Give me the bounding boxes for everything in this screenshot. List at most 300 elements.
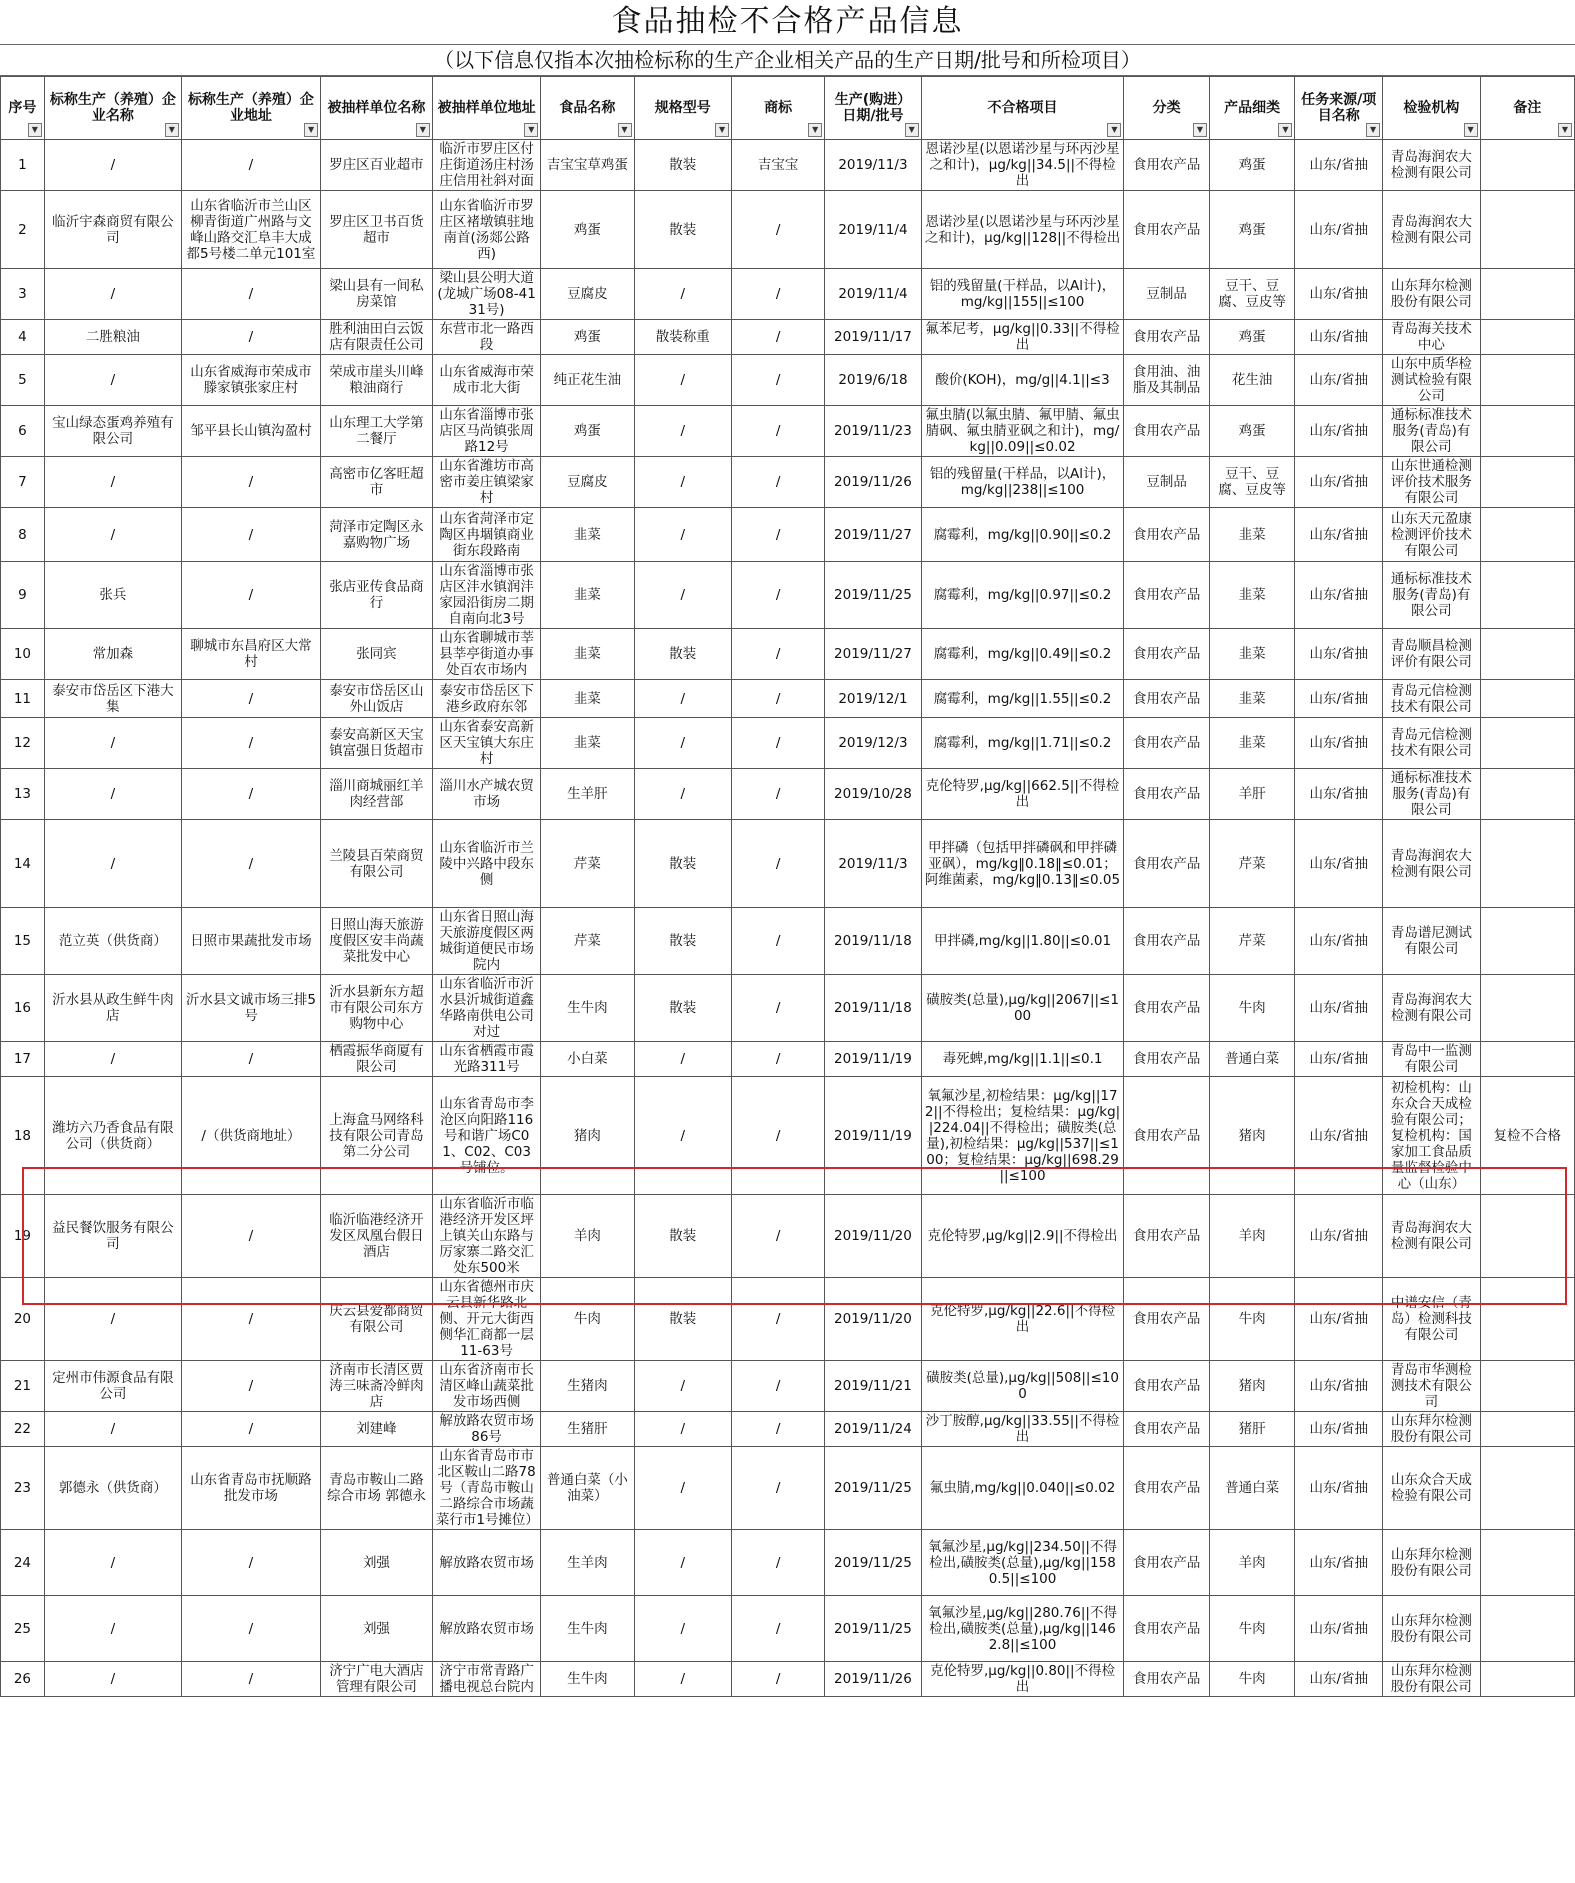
table-cell[interactable]: 山东/省抽 — [1295, 769, 1383, 820]
table-cell[interactable]: / — [181, 457, 320, 508]
table-cell[interactable]: 韭菜 — [541, 718, 634, 769]
table-cell[interactable]: 散装 — [634, 820, 732, 908]
table-cell[interactable]: 益民餐饮服务有限公司 — [44, 1195, 181, 1278]
table-cell[interactable] — [1480, 140, 1574, 191]
table-cell[interactable] — [1480, 820, 1574, 908]
table-cell[interactable]: 甲拌磷（包括甲拌磷砜和甲拌磷亚砜），mg/kg‖0.18‖≤0.01；阿维菌素，mg/kg‖0.13‖≤0.05 — [921, 820, 1124, 908]
table-cell[interactable]: / — [634, 1077, 732, 1195]
table-cell[interactable]: 生牛肉 — [541, 1662, 634, 1697]
table-cell[interactable]: 山东拜尔检测股份有限公司 — [1383, 1662, 1481, 1697]
table-cell[interactable]: 2019/12/3 — [825, 718, 921, 769]
table-cell[interactable]: 张兵 — [44, 562, 181, 629]
table-cell[interactable]: / — [732, 820, 825, 908]
table-cell[interactable] — [1480, 1412, 1574, 1447]
filter-dropdown-icon[interactable]: ▼ — [165, 123, 179, 137]
table-cell[interactable]: 青岛元信检测技术有限公司 — [1383, 680, 1481, 718]
table-cell[interactable]: 氟虫腈(以氟虫腈、氟甲腈、氟虫腈砜、氟虫腈亚砜之和计)，mg/kg||0.09||≤0.02 — [921, 406, 1124, 457]
filter-dropdown-icon[interactable]: ▼ — [1366, 123, 1380, 137]
table-cell[interactable]: 山东天元盈康检测评价技术有限公司 — [1383, 508, 1481, 562]
table-cell[interactable]: 9 — [1, 562, 45, 629]
table-cell[interactable]: / — [732, 1662, 825, 1697]
table-cell[interactable]: 2019/11/20 — [825, 1278, 921, 1361]
table-cell[interactable]: 初检机构：山东众合天成检验有限公司；复检机构：国家加工食品质量监督检验中心（山东） — [1383, 1077, 1481, 1195]
table-cell[interactable]: 宝山绿态蛋鸡养殖有限公司 — [44, 406, 181, 457]
table-cell[interactable]: 芹菜 — [541, 908, 634, 975]
table-cell[interactable]: 食用农产品 — [1124, 1195, 1209, 1278]
table-cell[interactable]: 2 — [1, 191, 45, 269]
table-cell[interactable]: 山东/省抽 — [1295, 820, 1383, 908]
table-cell[interactable] — [1480, 1530, 1574, 1596]
table-cell[interactable]: 鸡蛋 — [1209, 191, 1294, 269]
table-cell[interactable]: / — [44, 269, 181, 320]
table-cell[interactable]: 普通白菜 — [1209, 1042, 1294, 1077]
table-cell[interactable]: 食用农产品 — [1124, 191, 1209, 269]
table-cell[interactable] — [1480, 718, 1574, 769]
table-cell[interactable]: 鸡蛋 — [1209, 320, 1294, 355]
table-cell[interactable]: 猪肝 — [1209, 1412, 1294, 1447]
table-cell[interactable]: / — [732, 718, 825, 769]
table-cell[interactable] — [1480, 1195, 1574, 1278]
table-cell[interactable]: 山东/省抽 — [1295, 355, 1383, 406]
table-cell[interactable]: / — [732, 1361, 825, 1412]
table-cell[interactable]: 豆干、豆腐、豆皮等 — [1209, 269, 1294, 320]
table-cell[interactable]: 罗庄区卫书百货超市 — [321, 191, 433, 269]
table-cell[interactable]: / — [732, 769, 825, 820]
table-cell[interactable]: 2019/11/24 — [825, 1412, 921, 1447]
table-cell[interactable]: 食用农产品 — [1124, 1596, 1209, 1662]
table-cell[interactable]: 山东/省抽 — [1295, 562, 1383, 629]
table-cell[interactable]: 散装 — [634, 908, 732, 975]
table-cell[interactable]: 食用农产品 — [1124, 680, 1209, 718]
table-cell[interactable] — [1480, 269, 1574, 320]
table-cell[interactable]: 泰安市岱岳区下港大集 — [44, 680, 181, 718]
table-cell[interactable] — [1480, 191, 1574, 269]
table-cell[interactable]: 沂水县新东方超市有限公司东方购物中心 — [321, 975, 433, 1042]
table-cell[interactable]: 羊肉 — [541, 1195, 634, 1278]
table-cell[interactable]: / — [181, 1361, 320, 1412]
table-cell[interactable]: 山东拜尔检测股份有限公司 — [1383, 1596, 1481, 1662]
table-cell[interactable]: / — [732, 269, 825, 320]
table-cell[interactable]: 豆腐皮 — [541, 269, 634, 320]
table-cell[interactable]: / — [634, 1447, 732, 1530]
table-cell[interactable]: 吉宝宝 — [732, 140, 825, 191]
filter-dropdown-icon[interactable]: ▼ — [1107, 123, 1121, 137]
table-cell[interactable]: / — [634, 508, 732, 562]
table-cell[interactable]: 山东/省抽 — [1295, 680, 1383, 718]
table-cell[interactable]: 2019/11/3 — [825, 820, 921, 908]
table-cell[interactable]: 恩诺沙星(以恩诺沙星与环丙沙星之和计)，μg/kg||128||不得检出 — [921, 191, 1124, 269]
table-cell[interactable]: 牛肉 — [1209, 1596, 1294, 1662]
table-cell[interactable]: 二胜粮油 — [44, 320, 181, 355]
table-cell[interactable]: 羊肝 — [1209, 769, 1294, 820]
table-cell[interactable]: 山东/省抽 — [1295, 975, 1383, 1042]
table-cell[interactable]: 山东/省抽 — [1295, 1662, 1383, 1697]
table-cell[interactable]: 2019/11/19 — [825, 1077, 921, 1195]
table-cell[interactable]: / — [181, 1596, 320, 1662]
table-cell[interactable]: 上海盒马网络科技有限公司青岛第二分公司 — [321, 1077, 433, 1195]
table-cell[interactable]: 定州市伟源食品有限公司 — [44, 1361, 181, 1412]
table-cell[interactable]: 通标标准技术服务(青岛)有限公司 — [1383, 562, 1481, 629]
table-cell[interactable]: 解放路农贸市场86号 — [432, 1412, 541, 1447]
table-cell[interactable]: 山东/省抽 — [1295, 718, 1383, 769]
table-cell[interactable]: 泰安市岱岳区下港乡政府东邻 — [432, 680, 541, 718]
table-cell[interactable]: 食用农产品 — [1124, 718, 1209, 769]
table-cell[interactable]: / — [732, 1596, 825, 1662]
table-cell[interactable]: 生猪肝 — [541, 1412, 634, 1447]
table-cell[interactable]: 临沂市罗庄区付庄街道汤庄村汤庄信用社斜对面 — [432, 140, 541, 191]
table-cell[interactable] — [1480, 406, 1574, 457]
table-cell[interactable] — [1480, 1662, 1574, 1697]
table-cell[interactable]: 鸡蛋 — [541, 320, 634, 355]
filter-dropdown-icon[interactable]: ▼ — [715, 123, 729, 137]
table-cell[interactable]: 日照市果蔬批发市场 — [181, 908, 320, 975]
table-cell[interactable]: 韭菜 — [1209, 508, 1294, 562]
table-cell[interactable]: / — [181, 1662, 320, 1697]
filter-dropdown-icon[interactable]: ▼ — [28, 123, 42, 137]
table-cell[interactable]: 山东世通检测评价技术服务有限公司 — [1383, 457, 1481, 508]
table-cell[interactable]: / — [732, 1412, 825, 1447]
table-cell[interactable]: / — [732, 908, 825, 975]
table-cell[interactable]: 17 — [1, 1042, 45, 1077]
table-cell[interactable]: 常加森 — [44, 629, 181, 680]
table-cell[interactable]: 氧氟沙星,μg/kg||234.50||不得检出,磺胺类(总量),μg/kg||1580.5||≤100 — [921, 1530, 1124, 1596]
table-cell[interactable]: / — [181, 1195, 320, 1278]
table-cell[interactable]: 2019/11/25 — [825, 562, 921, 629]
table-cell[interactable]: 2019/11/27 — [825, 508, 921, 562]
table-cell[interactable]: 2019/11/20 — [825, 1195, 921, 1278]
table-cell[interactable]: 豆制品 — [1124, 457, 1209, 508]
table-cell[interactable]: / — [634, 406, 732, 457]
table-cell[interactable]: 普通白菜 — [1209, 1447, 1294, 1530]
table-cell[interactable]: 6 — [1, 406, 45, 457]
table-cell[interactable]: 散装 — [634, 191, 732, 269]
table-cell[interactable]: 21 — [1, 1361, 45, 1412]
table-cell[interactable]: 鸡蛋 — [541, 191, 634, 269]
table-cell[interactable]: 山东/省抽 — [1295, 191, 1383, 269]
table-cell[interactable]: 2019/11/17 — [825, 320, 921, 355]
table-cell[interactable]: 山东省淄博市张店区沣水镇润沣家园沿街房二期自南向北3号 — [432, 562, 541, 629]
table-cell[interactable]: 氟虫腈,mg/kg||0.040||≤0.02 — [921, 1447, 1124, 1530]
table-cell[interactable]: 羊肉 — [1209, 1195, 1294, 1278]
table-cell[interactable]: 食用农产品 — [1124, 1412, 1209, 1447]
table-cell[interactable]: 猪肉 — [1209, 1077, 1294, 1195]
table-cell[interactable]: 2019/11/4 — [825, 269, 921, 320]
table-cell[interactable]: / — [181, 680, 320, 718]
table-cell[interactable]: 牛肉 — [1209, 975, 1294, 1042]
table-cell[interactable]: 韭菜 — [1209, 680, 1294, 718]
table-cell[interactable]: 甲拌磷,mg/kg||1.80||≤0.01 — [921, 908, 1124, 975]
table-cell[interactable]: 山东/省抽 — [1295, 320, 1383, 355]
table-cell[interactable]: 2019/11/26 — [825, 1662, 921, 1697]
table-cell[interactable]: 山东省青岛市市北区鞍山二路78号（青岛市鞍山二路综合市场蔬菜行市1号摊位） — [432, 1447, 541, 1530]
table-cell[interactable]: 菏泽市定陶区永嘉购物广场 — [321, 508, 433, 562]
table-cell[interactable]: 山东省泰安高新区天宝镇大东庄村 — [432, 718, 541, 769]
table-cell[interactable]: / — [634, 562, 732, 629]
table-cell[interactable]: 泰安高新区天宝镇富强日货超市 — [321, 718, 433, 769]
table-cell[interactable]: 26 — [1, 1662, 45, 1697]
table-cell[interactable]: 韭菜 — [1209, 629, 1294, 680]
table-cell[interactable]: 克伦特罗,μg/kg||0.80||不得检出 — [921, 1662, 1124, 1697]
table-cell[interactable]: / — [181, 320, 320, 355]
table-cell[interactable]: 邹平县长山镇沟盈村 — [181, 406, 320, 457]
table-cell[interactable]: / — [181, 1278, 320, 1361]
table-cell[interactable]: 1 — [1, 140, 45, 191]
table-cell[interactable]: / — [181, 269, 320, 320]
table-cell[interactable]: 韭菜 — [541, 562, 634, 629]
table-cell[interactable]: 淄川商城丽红羊肉经营部 — [321, 769, 433, 820]
table-cell[interactable]: 沂水县文诚市场三排5号 — [181, 975, 320, 1042]
table-cell[interactable]: 食用农产品 — [1124, 1530, 1209, 1596]
table-cell[interactable]: 山东/省抽 — [1295, 140, 1383, 191]
table-cell[interactable] — [1480, 1042, 1574, 1077]
table-cell[interactable]: 山东/省抽 — [1295, 1195, 1383, 1278]
table-cell[interactable]: 12 — [1, 718, 45, 769]
table-cell[interactable]: 韭菜 — [1209, 718, 1294, 769]
table-cell[interactable]: 克伦特罗,μg/kg||662.5||不得检出 — [921, 769, 1124, 820]
table-cell[interactable]: 青岛谱尼测试有限公司 — [1383, 908, 1481, 975]
table-cell[interactable]: 食用农产品 — [1124, 820, 1209, 908]
table-cell[interactable]: / — [732, 975, 825, 1042]
table-cell[interactable]: 山东/省抽 — [1295, 1447, 1383, 1530]
table-cell[interactable]: 2019/11/26 — [825, 457, 921, 508]
table-cell[interactable]: 山东/省抽 — [1295, 1042, 1383, 1077]
table-cell[interactable]: 13 — [1, 769, 45, 820]
table-cell[interactable]: / — [732, 1530, 825, 1596]
table-cell[interactable]: 山东/省抽 — [1295, 629, 1383, 680]
table-cell[interactable]: 山东拜尔检测股份有限公司 — [1383, 1412, 1481, 1447]
table-cell[interactable]: 青岛中一监测有限公司 — [1383, 1042, 1481, 1077]
table-cell[interactable]: 复检不合格 — [1480, 1077, 1574, 1195]
table-cell[interactable]: 沙丁胺醇,μg/kg||33.55||不得检出 — [921, 1412, 1124, 1447]
table-cell[interactable]: 腐霉利，mg/kg||1.55||≤0.2 — [921, 680, 1124, 718]
table-cell[interactable]: 韭菜 — [1209, 562, 1294, 629]
table-cell[interactable]: 梁山县公明大道(龙城广场08-4131号) — [432, 269, 541, 320]
table-cell[interactable]: / — [732, 562, 825, 629]
table-cell[interactable]: 腐霉利，mg/kg||0.90||≤0.2 — [921, 508, 1124, 562]
table-cell[interactable]: 23 — [1, 1447, 45, 1530]
table-cell[interactable]: 食用油、油脂及其制品 — [1124, 355, 1209, 406]
table-cell[interactable]: 食用农产品 — [1124, 769, 1209, 820]
table-cell[interactable]: 山东省淄博市张店区马尚镇张周路12号 — [432, 406, 541, 457]
filter-dropdown-icon[interactable]: ▼ — [1278, 123, 1292, 137]
table-cell[interactable]: 鸡蛋 — [1209, 406, 1294, 457]
table-cell[interactable]: 磺胺类(总量),μg/kg||2067||≤100 — [921, 975, 1124, 1042]
table-cell[interactable]: 食用农产品 — [1124, 140, 1209, 191]
table-cell[interactable]: 山东省栖霞市霞光路311号 — [432, 1042, 541, 1077]
table-cell[interactable]: / — [44, 1412, 181, 1447]
table-cell[interactable]: 生羊肝 — [541, 769, 634, 820]
table-cell[interactable]: 2019/10/28 — [825, 769, 921, 820]
filter-dropdown-icon[interactable]: ▼ — [905, 123, 919, 137]
table-cell[interactable]: 临沂宇森商贸有限公司 — [44, 191, 181, 269]
table-cell[interactable]: 山东省青岛市李沧区向阳路116号和谐广场C01、C02、C03号铺位。 — [432, 1077, 541, 1195]
table-cell[interactable]: 猪肉 — [1209, 1361, 1294, 1412]
filter-dropdown-icon[interactable]: ▼ — [304, 123, 318, 137]
table-cell[interactable]: / — [634, 769, 732, 820]
table-cell[interactable] — [1480, 562, 1574, 629]
table-cell[interactable] — [1480, 1596, 1574, 1662]
table-cell[interactable]: 山东省青岛市抚顺路批发市场 — [181, 1447, 320, 1530]
table-cell[interactable]: / — [181, 562, 320, 629]
table-cell[interactable]: 通标标准技术服务(青岛)有限公司 — [1383, 406, 1481, 457]
table-cell[interactable]: 生羊肉 — [541, 1530, 634, 1596]
table-cell[interactable]: 山东/省抽 — [1295, 508, 1383, 562]
table-cell[interactable]: / — [732, 355, 825, 406]
table-cell[interactable]: 梁山县有一间私房菜馆 — [321, 269, 433, 320]
table-cell[interactable]: 食用农产品 — [1124, 562, 1209, 629]
table-cell[interactable]: 食用农产品 — [1124, 908, 1209, 975]
table-cell[interactable]: 食用农产品 — [1124, 1662, 1209, 1697]
table-cell[interactable]: 10 — [1, 629, 45, 680]
table-cell[interactable]: 食用农产品 — [1124, 975, 1209, 1042]
table-cell[interactable]: 青岛市鞍山二路综合市场 郭德永 — [321, 1447, 433, 1530]
table-cell[interactable]: / — [181, 1042, 320, 1077]
table-cell[interactable]: 腐霉利，mg/kg||0.97||≤0.2 — [921, 562, 1124, 629]
table-cell[interactable]: 庆云县爱都商贸有限公司 — [321, 1278, 433, 1361]
table-cell[interactable]: 牛肉 — [1209, 1662, 1294, 1697]
table-cell[interactable]: 2019/11/3 — [825, 140, 921, 191]
table-cell[interactable] — [1480, 769, 1574, 820]
table-cell[interactable]: 20 — [1, 1278, 45, 1361]
table-cell[interactable]: 小白菜 — [541, 1042, 634, 1077]
table-cell[interactable]: / — [44, 1042, 181, 1077]
table-cell[interactable]: / — [181, 718, 320, 769]
table-cell[interactable]: 散装 — [634, 1195, 732, 1278]
table-cell[interactable]: 牛肉 — [541, 1278, 634, 1361]
table-cell[interactable]: 羊肉 — [1209, 1530, 1294, 1596]
table-cell[interactable]: / — [181, 769, 320, 820]
table-cell[interactable]: 生猪肉 — [541, 1361, 634, 1412]
table-cell[interactable]: / — [44, 769, 181, 820]
table-cell[interactable]: 24 — [1, 1530, 45, 1596]
table-cell[interactable]: 通标标准技术服务(青岛)有限公司 — [1383, 769, 1481, 820]
table-cell[interactable]: / — [634, 355, 732, 406]
table-cell[interactable]: / — [44, 1278, 181, 1361]
table-cell[interactable]: 氟苯尼考，μg/kg||0.33||不得检出 — [921, 320, 1124, 355]
table-cell[interactable]: 青岛市华测检测技术有限公司 — [1383, 1361, 1481, 1412]
table-cell[interactable] — [1480, 680, 1574, 718]
table-cell[interactable]: 磺胺类(总量),μg/kg||508||≤100 — [921, 1361, 1124, 1412]
table-cell[interactable]: 散装 — [634, 1278, 732, 1361]
table-cell[interactable]: 25 — [1, 1596, 45, 1662]
table-cell[interactable]: 山东/省抽 — [1295, 1596, 1383, 1662]
table-cell[interactable]: / — [732, 320, 825, 355]
table-cell[interactable]: 山东省临沂市临港经济开发区坪上镇关山东路与厉家寨二路交汇处东500米 — [432, 1195, 541, 1278]
table-cell[interactable]: 范立英（供货商） — [44, 908, 181, 975]
table-cell[interactable]: 豆干、豆腐、豆皮等 — [1209, 457, 1294, 508]
table-cell[interactable]: 2019/11/19 — [825, 1042, 921, 1077]
table-cell[interactable]: / — [634, 1412, 732, 1447]
table-cell[interactable]: 散装 — [634, 140, 732, 191]
table-cell[interactable]: 山东/省抽 — [1295, 1361, 1383, 1412]
table-cell[interactable]: 栖霞振华商厦有限公司 — [321, 1042, 433, 1077]
table-cell[interactable] — [1480, 1278, 1574, 1361]
table-cell[interactable]: 豆腐皮 — [541, 457, 634, 508]
table-cell[interactable]: 山东省威海市荣成市北大街 — [432, 355, 541, 406]
table-cell[interactable]: 腐霉利，mg/kg||0.49||≤0.2 — [921, 629, 1124, 680]
filter-dropdown-icon[interactable]: ▼ — [808, 123, 822, 137]
table-cell[interactable]: 2019/11/25 — [825, 1530, 921, 1596]
table-cell[interactable]: 山东/省抽 — [1295, 1278, 1383, 1361]
table-cell[interactable]: 食用农产品 — [1124, 1278, 1209, 1361]
table-cell[interactable]: 3 — [1, 269, 45, 320]
table-cell[interactable]: 19 — [1, 1195, 45, 1278]
table-cell[interactable]: 食用农产品 — [1124, 629, 1209, 680]
table-cell[interactable]: 18 — [1, 1077, 45, 1195]
table-cell[interactable]: 克伦特罗,μg/kg||2.9||不得检出 — [921, 1195, 1124, 1278]
table-cell[interactable]: 山东省聊城市莘县莘亭街道办事处百农市场内 — [432, 629, 541, 680]
table-cell[interactable] — [1480, 320, 1574, 355]
table-cell[interactable]: 聊城市东昌府区大常村 — [181, 629, 320, 680]
table-cell[interactable]: 22 — [1, 1412, 45, 1447]
table-cell[interactable]: 5 — [1, 355, 45, 406]
table-cell[interactable]: 刘强 — [321, 1596, 433, 1662]
table-cell[interactable]: 食用农产品 — [1124, 320, 1209, 355]
table-cell[interactable]: 青岛顺昌检测评价有限公司 — [1383, 629, 1481, 680]
table-cell[interactable] — [1480, 908, 1574, 975]
table-cell[interactable]: 吉宝宝草鸡蛋 — [541, 140, 634, 191]
table-cell[interactable]: / — [634, 718, 732, 769]
table-cell[interactable]: 青岛海润农大检测有限公司 — [1383, 975, 1481, 1042]
table-cell[interactable]: 山东省日照山海天旅游度假区两城街道便民市场院内 — [432, 908, 541, 975]
table-cell[interactable]: 芹菜 — [1209, 820, 1294, 908]
table-cell[interactable]: / — [732, 1195, 825, 1278]
table-cell[interactable]: / — [634, 1662, 732, 1697]
table-cell[interactable]: 青岛海润农大检测有限公司 — [1383, 191, 1481, 269]
table-cell[interactable]: 散装 — [634, 629, 732, 680]
table-cell[interactable]: 淄川水产城农贸市场 — [432, 769, 541, 820]
table-cell[interactable]: 解放路农贸市场 — [432, 1530, 541, 1596]
table-cell[interactable]: 山东理工大学第二餐厅 — [321, 406, 433, 457]
table-cell[interactable] — [1480, 355, 1574, 406]
table-cell[interactable]: 山东省临沂市兰陵中兴路中段东侧 — [432, 820, 541, 908]
table-cell[interactable]: / — [634, 1042, 732, 1077]
table-cell[interactable]: 2019/11/4 — [825, 191, 921, 269]
table-cell[interactable]: 2019/11/21 — [825, 1361, 921, 1412]
table-cell[interactable]: / — [732, 1042, 825, 1077]
table-cell[interactable]: 济宁广电大酒店管理有限公司 — [321, 1662, 433, 1697]
table-cell[interactable]: 荣成市崖头川峰粮油商行 — [321, 355, 433, 406]
table-cell[interactable]: / — [181, 1530, 320, 1596]
table-cell[interactable] — [1480, 629, 1574, 680]
table-cell[interactable]: 山东众合天成检验有限公司 — [1383, 1447, 1481, 1530]
table-cell[interactable]: 铝的残留量(干样品，以Al计)，mg/kg||238||≤100 — [921, 457, 1124, 508]
table-cell[interactable]: 青岛海润农大检测有限公司 — [1383, 140, 1481, 191]
table-cell[interactable]: / — [634, 269, 732, 320]
table-cell[interactable]: 食用农产品 — [1124, 406, 1209, 457]
table-cell[interactable]: / — [44, 1530, 181, 1596]
table-cell[interactable]: 刘建峰 — [321, 1412, 433, 1447]
table-cell[interactable]: 11 — [1, 680, 45, 718]
table-cell[interactable]: 郭德永（供货商） — [44, 1447, 181, 1530]
table-cell[interactable]: 山东拜尔检测股份有限公司 — [1383, 269, 1481, 320]
table-cell[interactable]: 刘强 — [321, 1530, 433, 1596]
table-cell[interactable]: 2019/11/18 — [825, 908, 921, 975]
table-cell[interactable] — [1480, 1361, 1574, 1412]
table-cell[interactable]: 散装称重 — [634, 320, 732, 355]
table-cell[interactable]: 2019/11/23 — [825, 406, 921, 457]
table-cell[interactable]: 罗庄区百业超市 — [321, 140, 433, 191]
table-cell[interactable]: 沂水县从政生鲜牛肉店 — [44, 975, 181, 1042]
table-cell[interactable]: 张同宾 — [321, 629, 433, 680]
table-cell[interactable]: 山东省菏泽市定陶区冉堌镇商业街东段路南 — [432, 508, 541, 562]
table-cell[interactable]: / — [44, 1596, 181, 1662]
table-cell[interactable]: 氧氟沙星,初检结果：μg/kg||172||不得检出；复检结果：μg/kg||224.04||不得检出；磺胺类(总量),初检结果：μg/kg||537||≤100；复检结果：μg/kg||698.29||≤100 — [921, 1077, 1124, 1195]
table-cell[interactable]: 山东省临沂市兰山区柳青街道广州路与文峰山路交汇阜丰大成都5号楼二单元101室 — [181, 191, 320, 269]
table-cell[interactable]: 芹菜 — [541, 820, 634, 908]
table-cell[interactable]: 2019/12/1 — [825, 680, 921, 718]
table-cell[interactable]: 山东省威海市荣成市滕家镇张家庄村 — [181, 355, 320, 406]
